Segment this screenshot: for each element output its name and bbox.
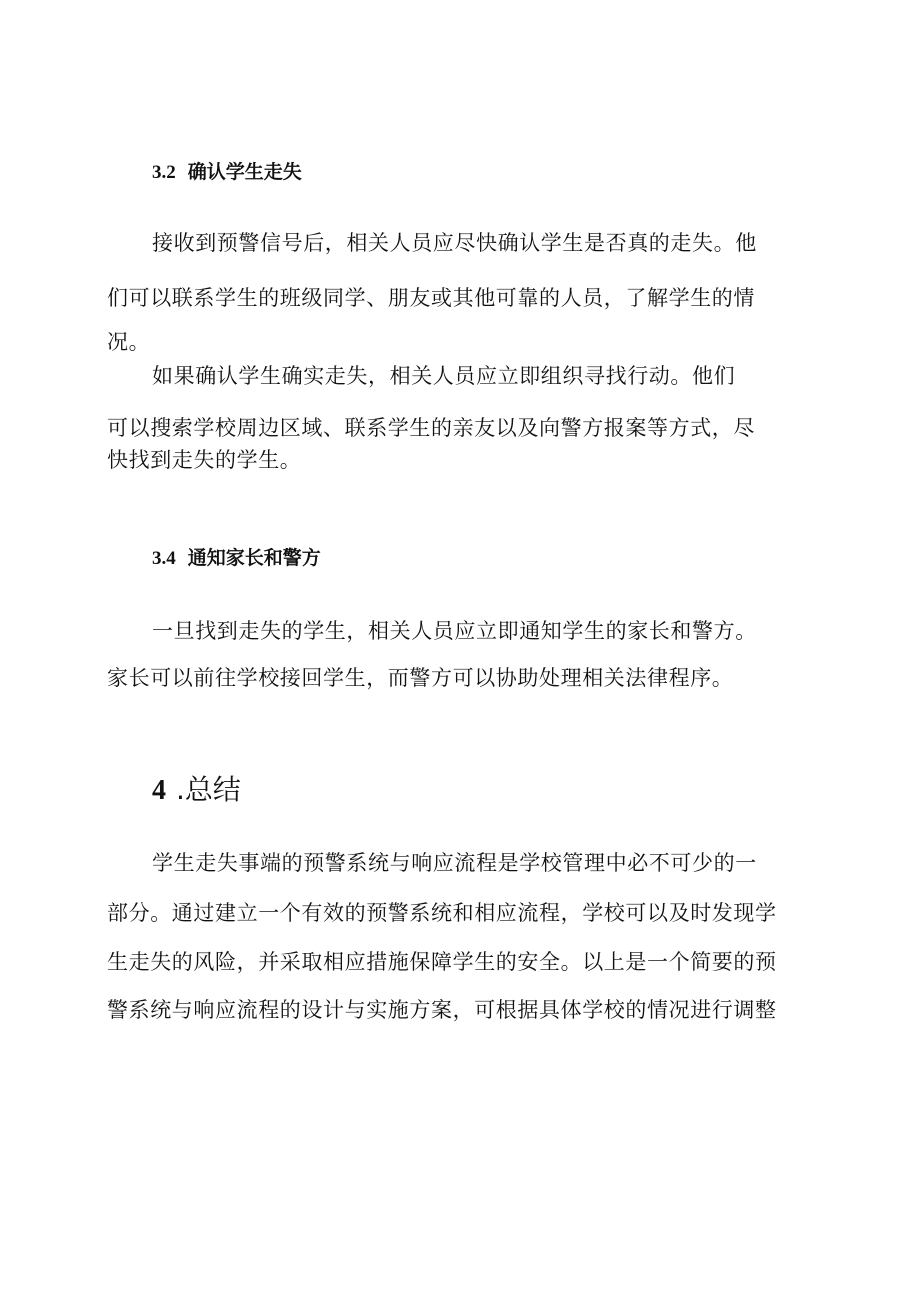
paragraph-line: 部分。通过建立一个有效的预警系统和相应流程，学校可以及时发现学 [107,901,777,925]
paragraph-line: 们可以联系学生的班级同学、朋友或其他可靠的人员，了解学生的情 [107,286,755,310]
section-heading-3-4 [152,544,321,573]
paragraph-line: 警系统与响应流程的设计与实施方案，可根据具体学校的情况进行调整 [107,998,777,1022]
paragraph-line: 如果确认学生确实走失，相关人员应立即组织寻找行动。他们 [152,364,736,388]
paragraph-line: 可以搜索学校周边区域、联系学生的亲友以及向警方报案等方式，尽 [107,416,755,440]
conclusion-number: 4 [152,775,166,806]
paragraph-line: 快找到走失的学生。 [107,448,302,472]
conclusion-heading [152,772,241,809]
paragraph-line: 学生走失事端的预警系统与响应流程是学校管理中必不可少的一 [152,851,757,875]
section-title: 通知家长和警方 [187,547,321,569]
paragraph-line: 家长可以前往学校接回学生，而警方可以协助处理相关法律程序。 [107,666,734,690]
section-number: 3.4 [152,548,176,569]
section-heading-3-2 [152,158,302,187]
section-title: 确认学生走失 [187,161,302,183]
conclusion-title: .总结 [176,773,241,806]
paragraph-line: 一旦找到走失的学生，相关人员应立即通知学生的家长和警方。 [152,619,757,643]
paragraph-line: 接收到预警信号后，相关人员应尽快确认学生是否真的走失。他 [152,231,757,255]
paragraph-line: 况。 [107,330,151,354]
section-number: 3.2 [152,162,176,183]
paragraph-line: 生走失的风险，并采取相应措施保障学生的安全。以上是一个简要的预 [107,950,777,974]
